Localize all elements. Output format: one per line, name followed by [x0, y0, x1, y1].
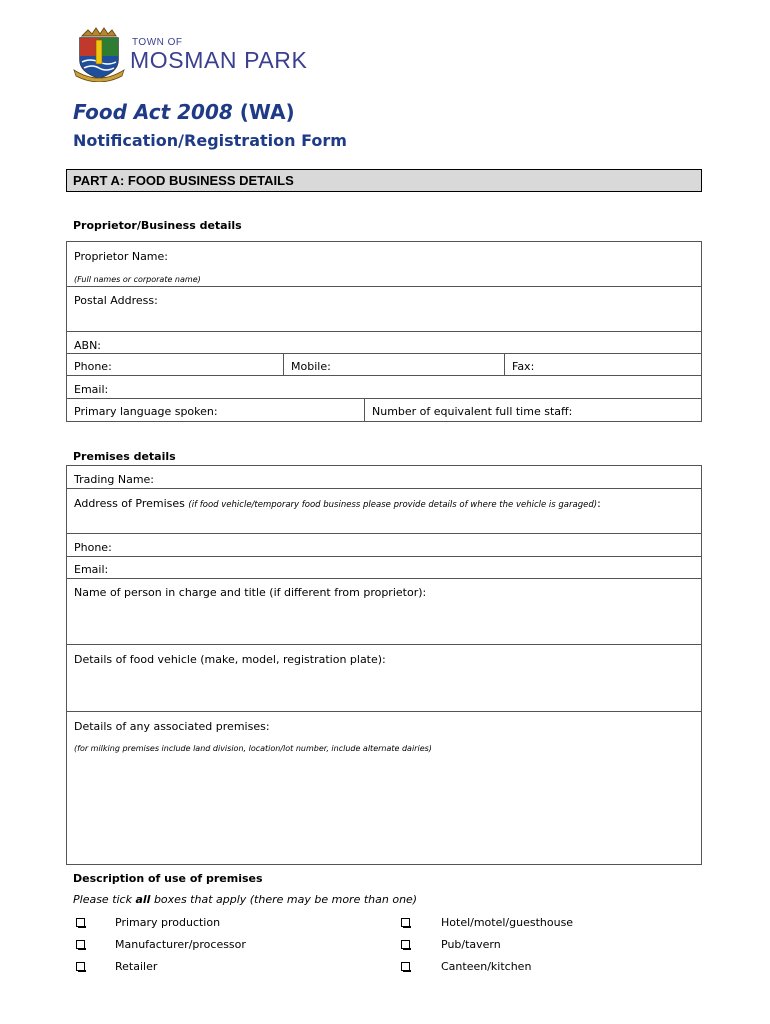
abn-row[interactable] — [67, 332, 701, 354]
premises-address-row[interactable] — [67, 489, 701, 534]
premises-address-colon: : — [597, 497, 601, 510]
person-in-charge-label: Name of person in charge and title (if different from proprietor): — [74, 586, 427, 599]
proprietor-table — [66, 241, 702, 422]
premises-address-label — [74, 497, 601, 510]
logo-town-text: TOWN OF — [132, 37, 183, 48]
checkbox-right-0[interactable] — [401, 918, 410, 927]
option-label-left-1: Manufacturer/processor — [115, 938, 246, 951]
proprietor-name-row[interactable] — [67, 242, 701, 287]
trading-name-label: Trading Name: — [74, 473, 155, 486]
premises-phone-label: Phone: — [74, 541, 112, 554]
fax-cell[interactable] — [504, 354, 701, 375]
person-in-charge-row[interactable] — [67, 579, 701, 645]
premises-table — [66, 465, 702, 865]
premises-address-hint: (if food vehicle/temporary food business please provide details of where the vehicle is garaged) — [188, 500, 598, 510]
act-name: Food Act 2008 — [73, 100, 233, 124]
phone-cell[interactable] — [67, 354, 283, 375]
phone-label: Phone: — [74, 360, 112, 373]
associated-premises-row[interactable] — [67, 712, 701, 864]
phone-row — [67, 354, 701, 376]
postal-address-row[interactable] — [67, 287, 701, 332]
proprietor-name-hint: (Full names or corporate name) — [74, 275, 201, 284]
premises-phone-row[interactable] — [67, 534, 701, 557]
checkbox-right-2[interactable] — [401, 962, 410, 971]
premises-section-title: Premises details — [73, 450, 176, 463]
premises-address-label-text: Address of Premises — [74, 497, 185, 510]
instruction-post: boxes that apply (there may be more than one) — [150, 893, 418, 906]
mobile-cell[interactable] — [283, 354, 504, 375]
email-label: Email: — [74, 383, 109, 396]
checkbox-left-0[interactable] — [76, 918, 85, 927]
council-crest-logo — [70, 26, 128, 82]
trading-name-row[interactable] — [67, 466, 701, 489]
option-label-left-2: Retailer — [115, 960, 158, 973]
language-label: Primary language spoken: — [74, 405, 218, 418]
instruction-pre: Please tick — [73, 893, 136, 906]
abn-label: ABN: — [74, 339, 102, 352]
checkbox-left-2[interactable] — [76, 962, 85, 971]
part-a-heading: PART A: FOOD BUSINESS DETAILS — [73, 173, 294, 188]
food-vehicle-row[interactable] — [67, 645, 701, 712]
premises-email-label: Email: — [74, 563, 109, 576]
description-section-title: Description of use of premises — [73, 872, 263, 885]
staff-cell[interactable] — [364, 399, 701, 421]
checkbox-left-1[interactable] — [76, 940, 85, 949]
associated-premises-hint: (for milking premises include land division, location/lot number, include alternate dairies) — [74, 744, 432, 753]
option-label-left-0: Primary production — [115, 916, 221, 929]
premises-email-row[interactable] — [67, 557, 701, 579]
postal-address-label: Postal Address: — [74, 294, 158, 307]
logo-name-text: MOSMAN PARK — [130, 47, 308, 73]
option-label-right-1: Pub/tavern — [441, 938, 501, 951]
act-jurisdiction: (WA) — [232, 100, 295, 124]
language-staff-row — [67, 399, 701, 421]
option-label-right-2: Canteen/kitchen — [441, 960, 532, 973]
staff-label: Number of equivalent full time staff: — [372, 405, 573, 418]
food-vehicle-label: Details of food vehicle (make, model, registration plate): — [74, 653, 386, 666]
email-row[interactable] — [67, 376, 701, 399]
proprietor-section-title: Proprietor/Business details — [73, 219, 242, 232]
checkbox-right-1[interactable] — [401, 940, 410, 949]
option-label-right-0: Hotel/motel/guesthouse — [441, 916, 574, 929]
language-cell[interactable] — [67, 399, 364, 421]
form-subtitle: Notification/Registration Form — [73, 131, 347, 150]
mobile-label: Mobile: — [291, 360, 331, 373]
part-a-banner — [66, 169, 702, 192]
instruction-bold: all — [135, 893, 151, 906]
fax-label: Fax: — [512, 360, 535, 373]
associated-premises-label: Details of any associated premises: — [74, 720, 270, 733]
form-title — [73, 100, 295, 124]
proprietor-name-label: Proprietor Name: — [74, 250, 168, 263]
description-instruction — [73, 893, 417, 906]
